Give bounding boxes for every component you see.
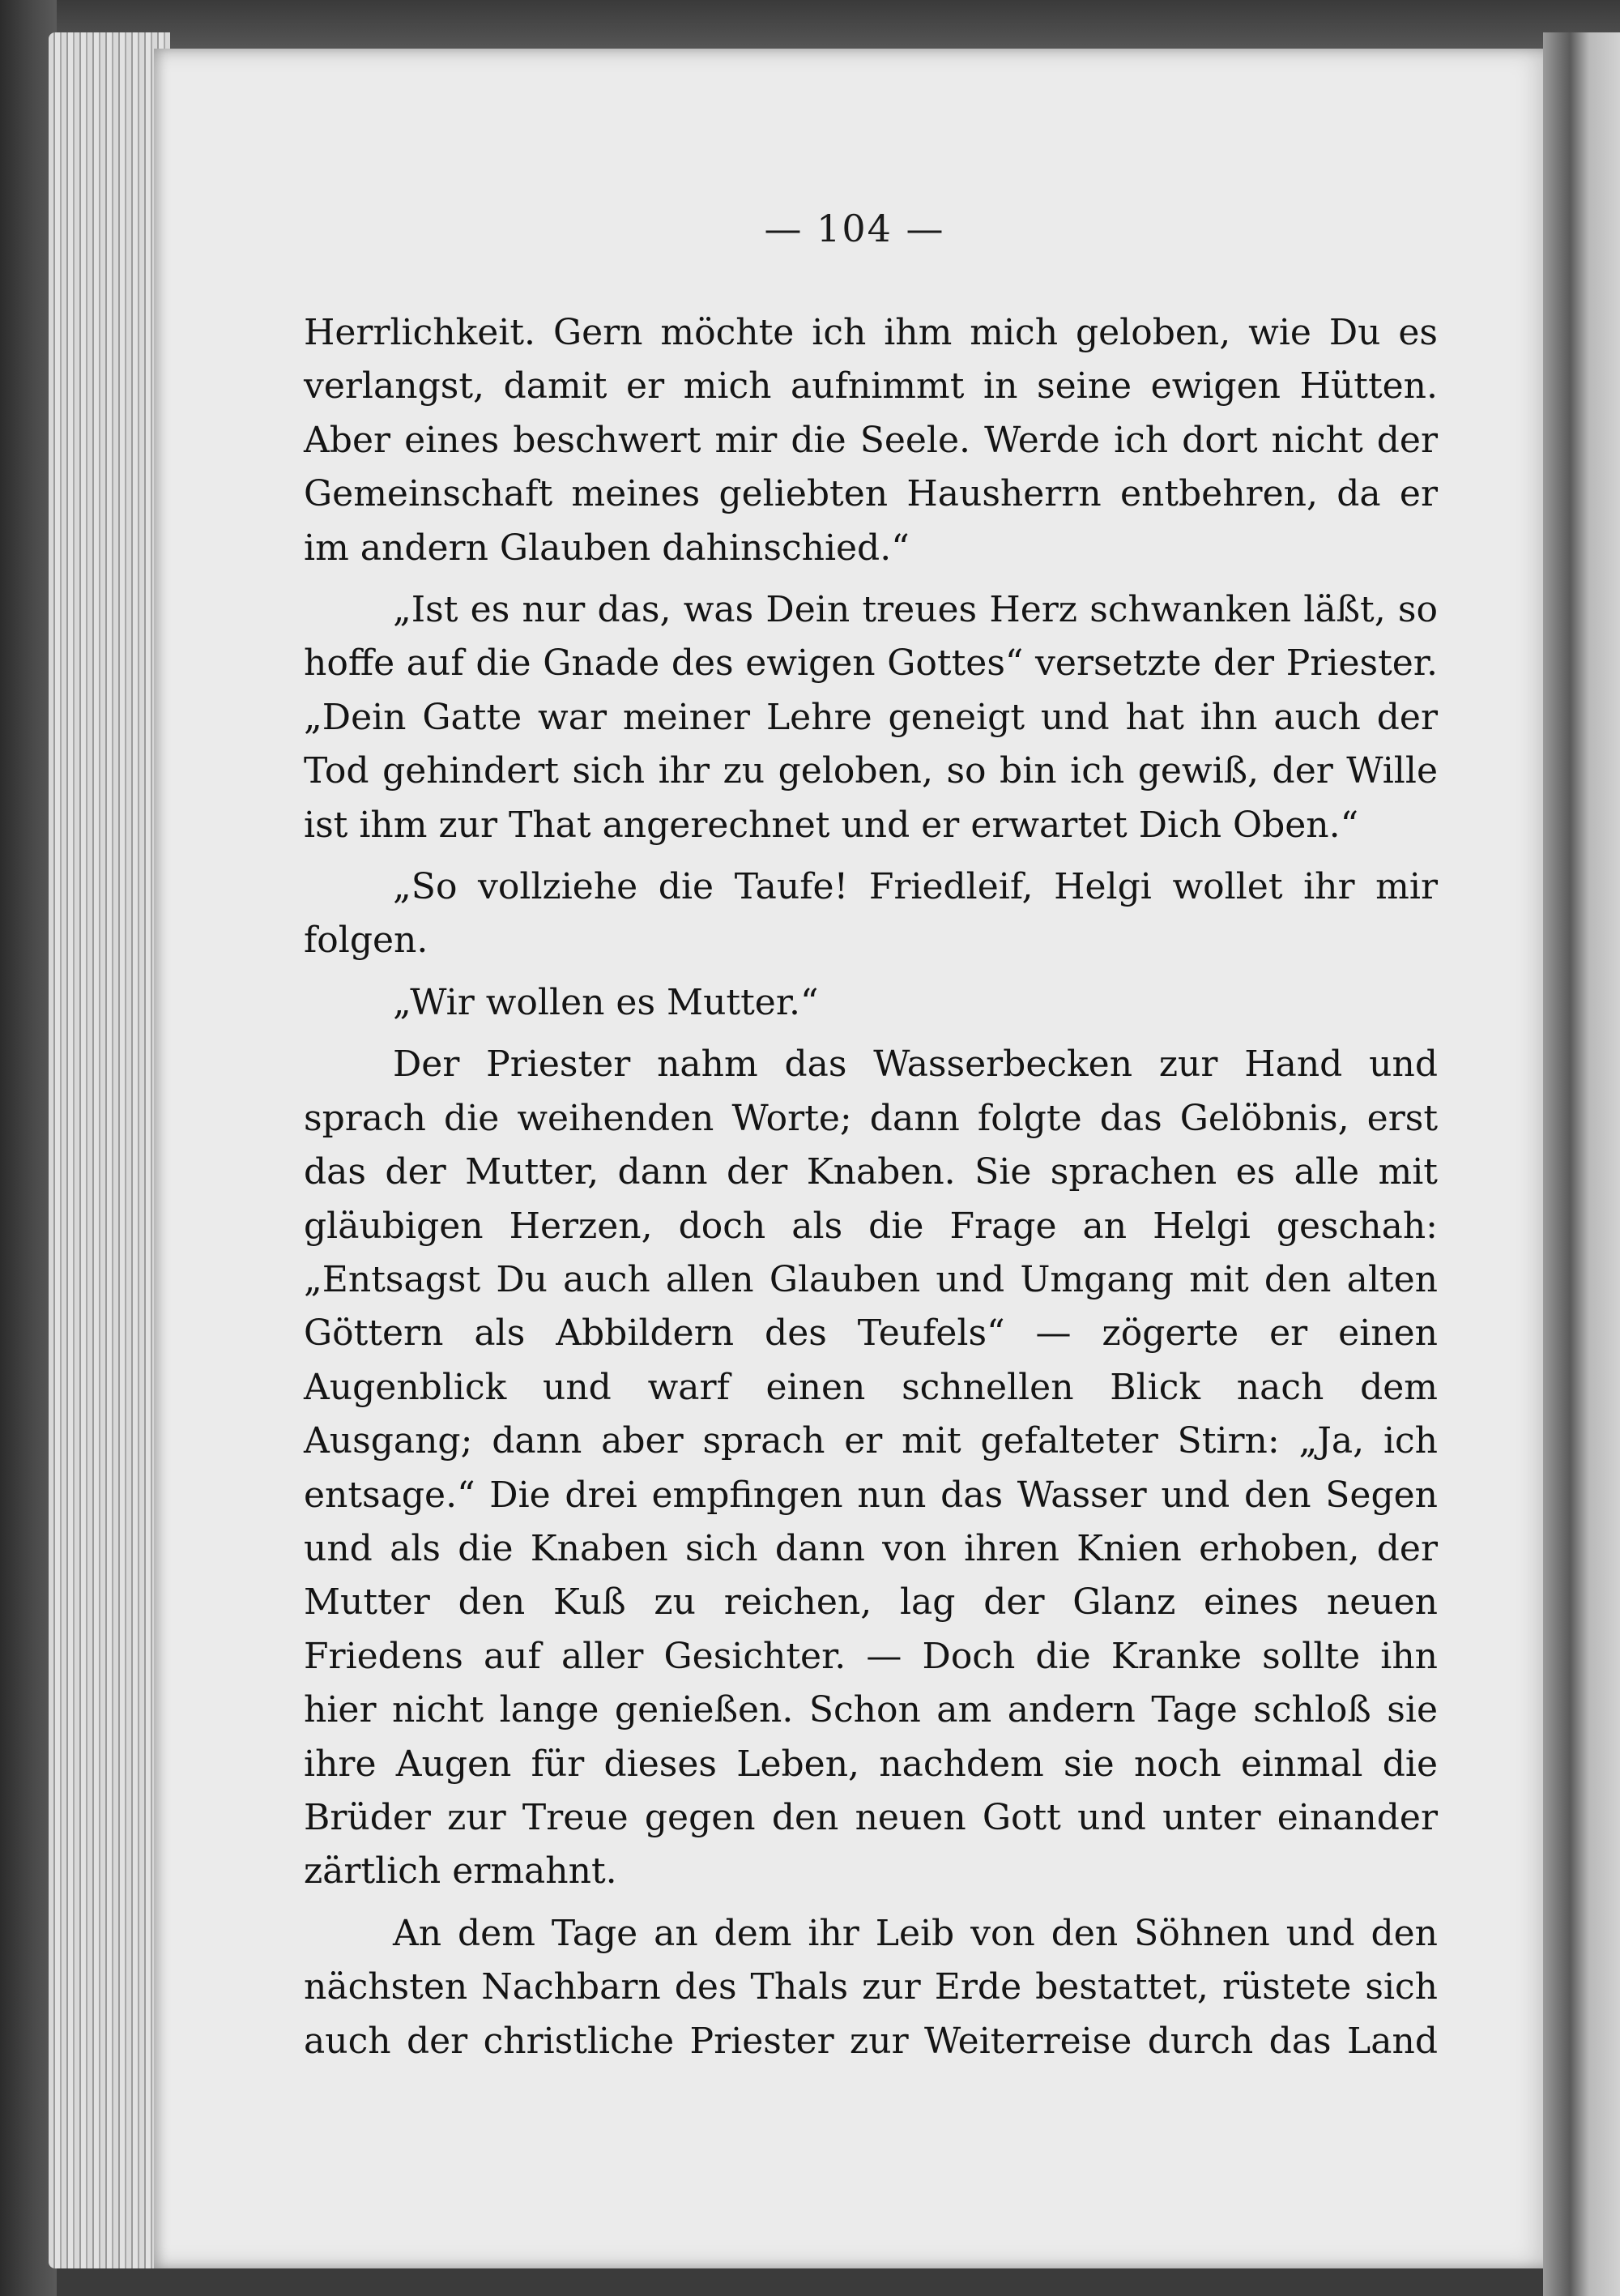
book-gutter bbox=[1543, 32, 1620, 2296]
paragraph-3: „So vollziehe die Taufe! Friedleif, Helgi wollet ihr mir folgen. bbox=[304, 866, 1438, 962]
top-shadow bbox=[0, 0, 1620, 49]
paragraph-2: „Ist es nur das, was Dein treues Herz schwanken läßt, so hoffe auf die Gnade des ewigen Gottes“ versetzte der Priester. „Dein Gatte war meiner Lehre geneigt und hat ihn auch der Tod gehindert sich ihr zu geloben, so bin ich gewiß, der Wille ist ihm zur That angerechnet und er erwartet Dich Oben.“ bbox=[304, 589, 1438, 846]
paragraph-4: „Wir wollen es Mutter.“ bbox=[393, 981, 819, 1023]
stacked-page-edges bbox=[49, 32, 170, 2268]
page-text bbox=[304, 306, 1438, 2068]
paragraph-1: Herrlichkeit. Gern möchte ich ihm mich geloben, wie Du es verlangst, damit er mich aufnimmt in seine ewigen Hütten. Aber eines beschwert mir die Seele. Werde ich dort nicht der Gemeinschaft meines geliebten Hausherrn entbehren, da er im andern Glauben dahinschied.“ bbox=[304, 312, 1438, 569]
paragraph-6: An dem Tage an dem ihr Leib von den Söhnen und den nächsten Nachbarn des Thals zur Erde bestattet, rüstete sich auch der christliche Priester zur Weiterreise durch das Land bbox=[304, 1912, 1438, 2062]
page-number: — 104 — bbox=[764, 207, 945, 250]
paragraph-5: Der Priester nahm das Wasserbecken zur Hand und sprach die weihenden Worte; dann folgte das Gelöbnis, erst das der Mutter, dann der Knaben. Sie sprachen es alle mit gläubigen Herzen, doch als die Frage an Helgi geschah: „Entsagst Du auch allen Glauben und Umgang mit den alten Göttern als Abbildern des Teufels“ — zögerte er einen Augenblick und warf einen schnellen Blick nach dem Ausgang; dann aber sprach er mit gefalteter Stirn: „Ja, ich entsage.“ Die drei empfingen nun das Wasser und den Segen und als die Knaben sich dann von ihren Knien erhoben, der Mutter den Kuß zu reichen, lag der Glanz eines neuen Friedens auf aller Gesichter. — Doch die Kranke sollte ihn hier nicht lange genießen. Schon am andern Tage schloß sie ihre Augen für dieses Leben, nachdem sie noch einmal die Brüder zur Treue gegen den neuen Gott und unter einander zärtlich ermahnt. bbox=[304, 1043, 1438, 1893]
